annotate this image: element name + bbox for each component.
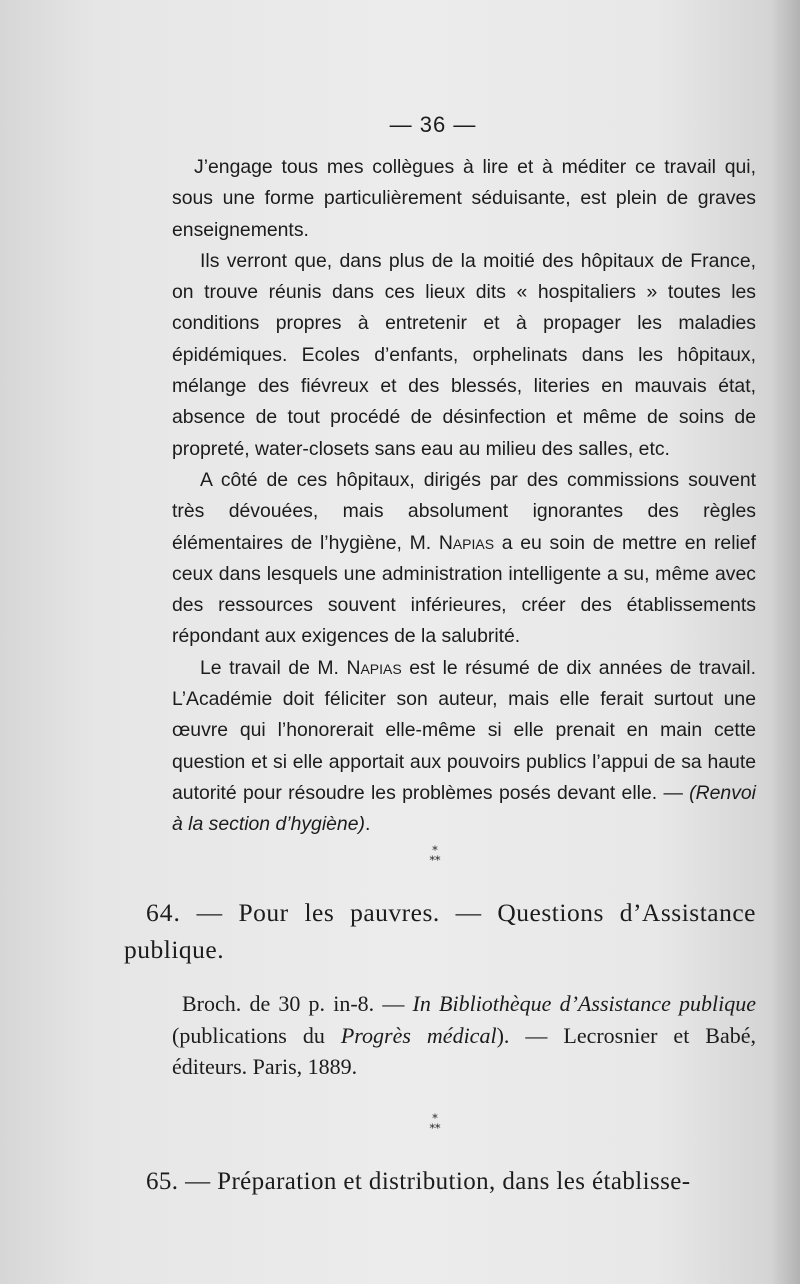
body-text bbox=[172, 152, 756, 841]
biblio-text-c: ). — Lecrosnier et Babé, éditeurs. Paris, 1889. bbox=[172, 1022, 757, 1079]
paragraph-3-text-b: a eu soin de mettre en relief ceux dans lesquels une administration intelligente a su, même avec des ressources souvent inférieures, créer des établissements répondant aux exigences de la salubrité. bbox=[172, 531, 756, 648]
biblio-text-b: (publications du bbox=[172, 1022, 341, 1048]
biblio-text-a: Broch. de 30 p. in-8. — bbox=[182, 991, 413, 1016]
asterism-top: * bbox=[432, 1112, 438, 1125]
paragraph-4-end: . bbox=[364, 813, 371, 836]
paragraph-1: J’engage tous mes collègues à lire et à méditer ce travail qui, sous une forme particulièrement séduisante, est plein de graves enseignements. bbox=[172, 156, 756, 241]
page-number: — 36 — bbox=[389, 112, 477, 137]
asterism-separator bbox=[0, 846, 800, 866]
entry-65-heading bbox=[146, 1164, 756, 1200]
biblio-series: In Bibliothèque d’Assistance publique bbox=[412, 991, 756, 1016]
paragraph-4 bbox=[172, 653, 756, 841]
asterism-bottom: ** bbox=[429, 854, 441, 867]
entry-64-bibliography bbox=[172, 988, 756, 1083]
referral-note: (Renvoi à la section d’hygiène) bbox=[172, 781, 756, 836]
paragraph-3-text-a: A côté de ces hôpitaux, dirigés par des commissions souvent très dévouées, mais absolument ignorantes des règles élémentaires de l’hygiène, M. bbox=[172, 468, 756, 554]
entry-65-number: 65. bbox=[146, 1168, 179, 1195]
asterism-separator bbox=[0, 1114, 800, 1134]
asterism-bottom: ** bbox=[429, 1122, 441, 1135]
paragraph-2: Ils verront que, dans plus de la moitié des hôpitaux de France, on trouve réunis dans ces lieux dits « hospitaliers » toutes les conditions propres à entretenir et à propager les maladies épidémiques. Ecoles d’enfants, orphelinats dans les hôpitaux, mélange des fiévreux et des blessés, literies en mauvais état, absence de tout procédé de désinfection et même de soins de propreté, water-closets sans eau au milieu des salles, etc. bbox=[172, 249, 756, 460]
entry-64-heading bbox=[124, 894, 756, 968]
paragraph-3 bbox=[172, 465, 756, 653]
author-name: Napias bbox=[438, 531, 495, 554]
entry-64-number: 64. bbox=[146, 898, 181, 927]
asterism-top: * bbox=[432, 844, 438, 857]
author-name: Napias bbox=[346, 656, 402, 679]
biblio-publication: Progrès médical bbox=[340, 1022, 497, 1048]
entry-64-title: — Pour les pauvres. — Questions d’Assistance publique. bbox=[124, 898, 756, 964]
entry-65-title: — Préparation et distribution, dans les établisse- bbox=[178, 1168, 691, 1195]
paragraph-4-text-b: est le résumé de dix années de travail. L’Académie doit féliciter son auteur, mais elle ferait surtout une œuvre qui l’honorerait elle-même si elle prenait en main cette question et si elle apportait aux pouvoirs publics l’appui de sa haute autorité pour résoudre les problèmes posés devant elle. — bbox=[172, 656, 757, 804]
paragraph-4-text-a: Le travail de M. bbox=[200, 656, 347, 679]
